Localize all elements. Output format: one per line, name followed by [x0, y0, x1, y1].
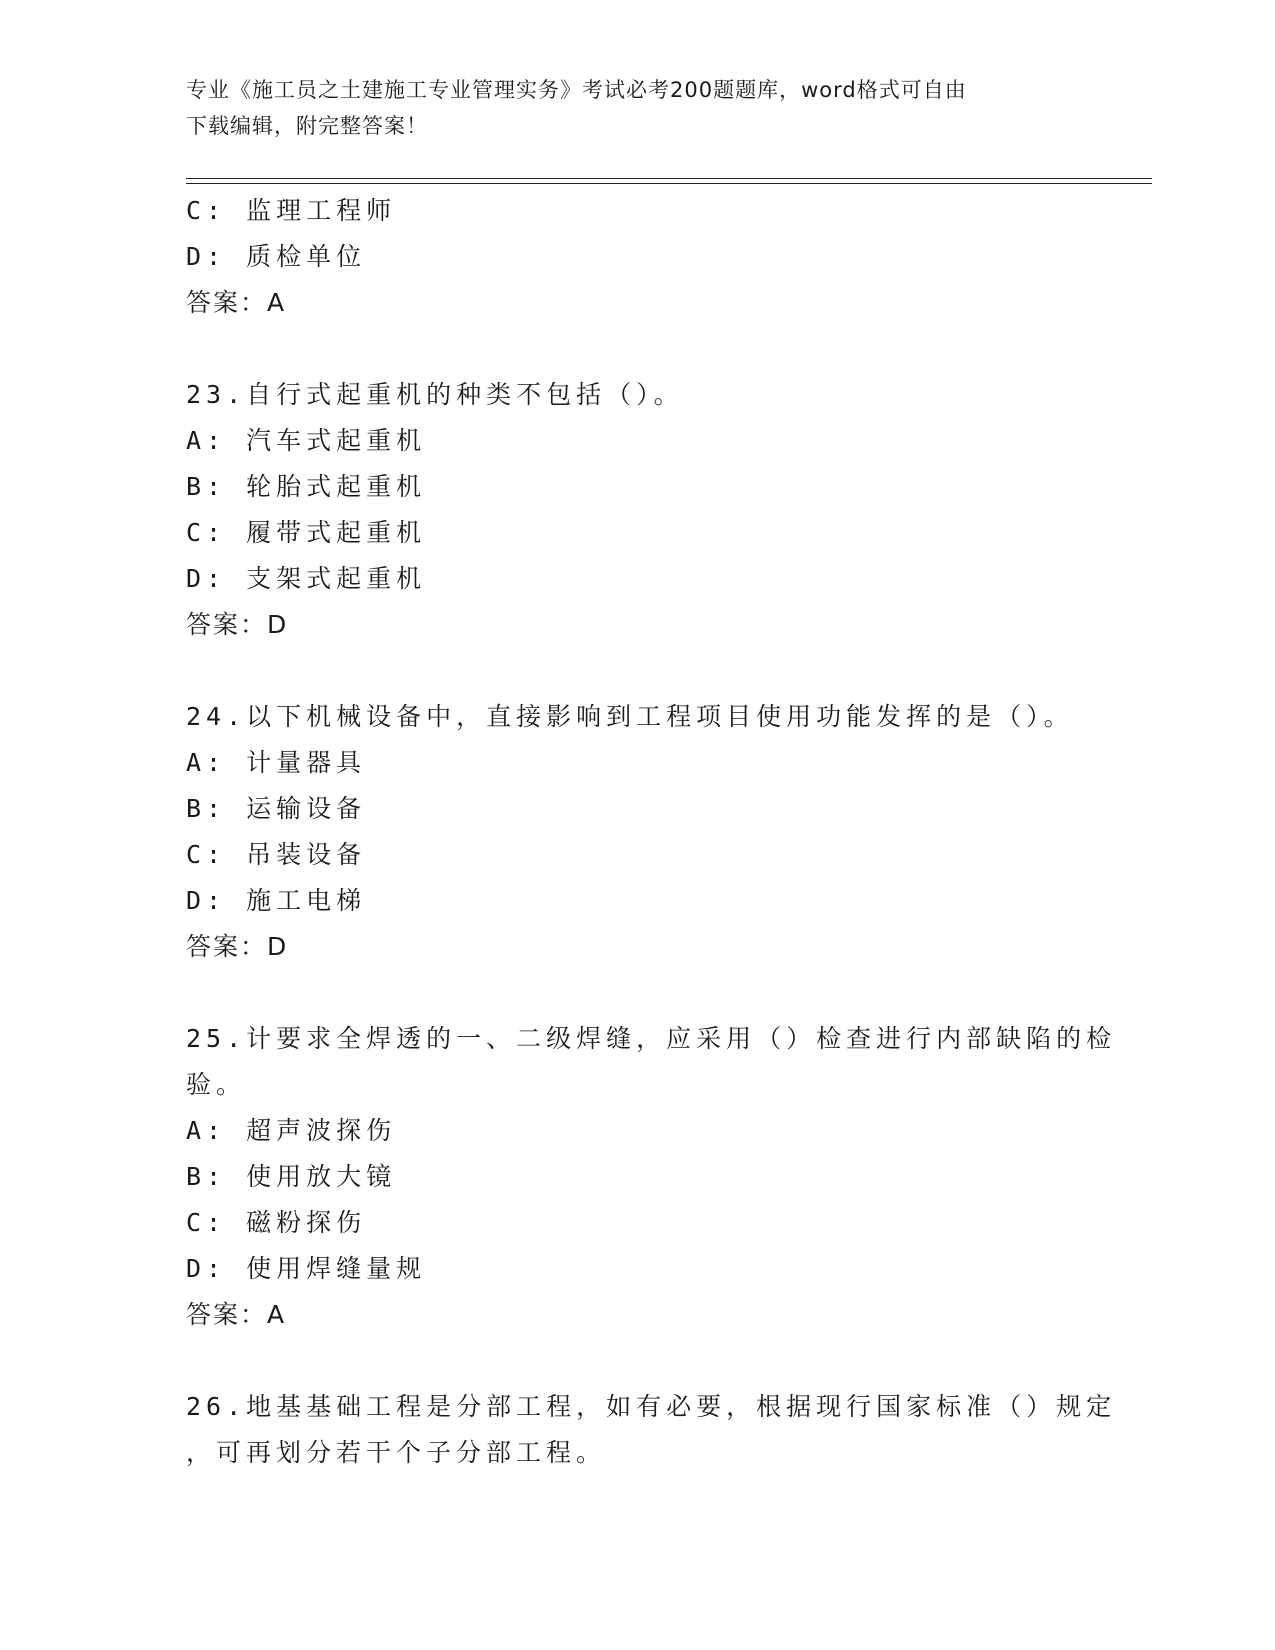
question-24	[186, 694, 1086, 970]
question-text-line-1: 26.地基基础工程是分部工程，如有必要，根据现行国家标准（）规定	[186, 1392, 1117, 1421]
option-c: C: 磁粉探伤	[186, 1208, 367, 1237]
question-text: 24.以下机械设备中，直接影响到工程项目使用功能发挥的是（）。	[186, 702, 1074, 731]
question-23	[186, 372, 1086, 648]
option-b: B: 轮胎式起重机	[186, 472, 427, 501]
answer-line: 答案：A	[186, 1300, 287, 1329]
option-b: B: 使用放大镜	[186, 1162, 397, 1191]
header-line-2: 下载编辑，附完整答案！	[186, 114, 428, 138]
question-25	[186, 1016, 1117, 1338]
option-a: A: 超声波探伤	[186, 1116, 397, 1145]
answer-line: 答案：D	[186, 610, 289, 639]
question-partial-22	[186, 188, 1086, 326]
page-header	[186, 72, 1086, 144]
question-text-line-2: 验。	[186, 1070, 247, 1099]
header-line-1: 专业《施工员之土建施工专业管理实务》考试必考200题题库，word格式可自由	[186, 78, 967, 102]
question-text: 23.自行式起重机的种类不包括（）。	[186, 380, 684, 409]
header-divider-top	[186, 178, 1152, 179]
question-26	[186, 1384, 1117, 1476]
question-text-line-1: 25.计要求全焊透的一、二级焊缝，应采用（）检查进行内部缺陷的检	[186, 1024, 1117, 1053]
question-text-line-2: ，可再划分若干个子分部工程。	[186, 1438, 607, 1467]
option-c: C: 吊装设备	[186, 840, 367, 869]
answer-line: 答案：D	[186, 932, 289, 961]
option-d: D: 支架式起重机	[186, 564, 427, 593]
option-c: C: 监理工程师	[186, 196, 397, 225]
option-b: B: 运输设备	[186, 794, 367, 823]
header-divider-bottom	[186, 183, 1152, 184]
option-d: D: 施工电梯	[186, 886, 367, 915]
option-c: C: 履带式起重机	[186, 518, 427, 547]
option-a: A: 汽车式起重机	[186, 426, 427, 455]
answer-line: 答案：A	[186, 288, 287, 317]
option-d: D: 质检单位	[186, 242, 367, 271]
option-a: A: 计量器具	[186, 748, 367, 777]
question-content	[186, 188, 1117, 1522]
option-d: D: 使用焊缝量规	[186, 1254, 427, 1283]
